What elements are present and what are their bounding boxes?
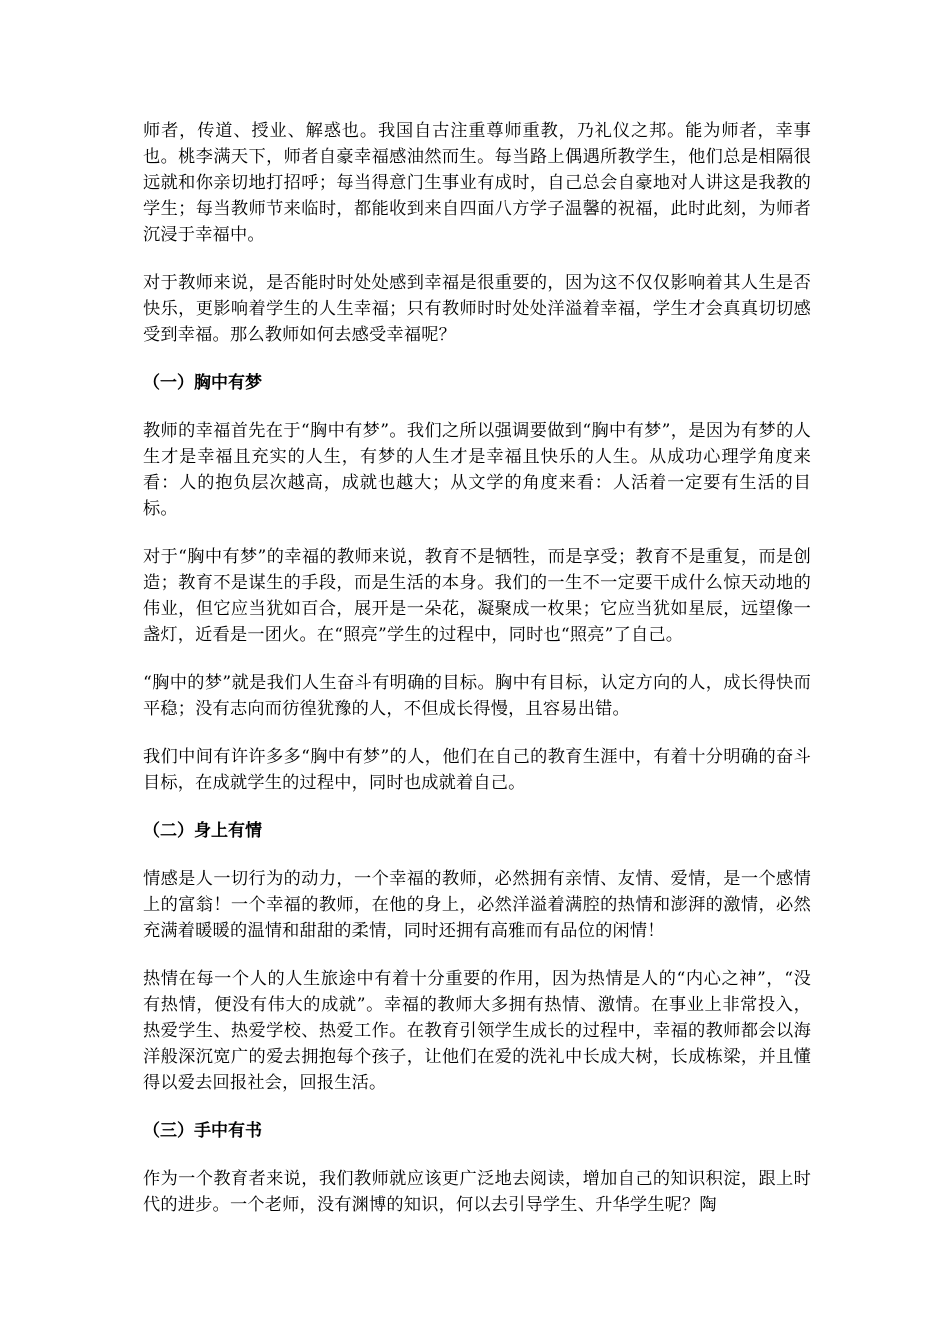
intro-paragraph-1: 师者，传道、授业、解惑也。我国自古注重尊师重教，乃礼仪之邦。能为师者，幸事也。桃李满天下，师者自豪幸福感油然而生。每当路上偶遇所教学生，他们总是相隔很远就和你亲切地打招呼；每当得意门生事业有成时，自己总会自豪地对人讲这是我教的学生；每当教师节来临时，都能收到来自四面八方学子温馨的祝福，此时此刻，为师者沉浸于幸福中。	[143, 121, 811, 245]
section-1-paragraph-4: 我们中间有许许多多“胸中有梦”的人，他们在自己的教育生涯中，有着十分明确的奋斗目标，在成就学生的过程中，同时也成就着自己。	[143, 747, 811, 793]
section-3-paragraph-1: 作为一个教育者来说，我们教师就应该更广泛地去阅读，增加自己的知识积淀，跟上时代的进步。一个老师，没有渊博的知识，何以去引导学生、升华学生呢？陶	[143, 1169, 811, 1215]
section-heading-1: （一）胸中有梦	[143, 373, 262, 393]
document-body	[143, 118, 811, 1240]
section-heading-3: （三）手中有书	[143, 1121, 262, 1141]
section-2-paragraph-1: 情感是人一切行为的动力，一个幸福的教师，必然拥有亲情、友情、爱情，是一个感情上的富翁！一个幸福的教师，在他的身上，必然洋溢着满腔的热情和澎湃的激情，必然充满着暖暖的温情和甜甜的柔情，同时还拥有高雅而有品位的闲情！	[143, 869, 811, 941]
section-1-paragraph-3: “胸中的梦”就是我们人生奋斗有明确的目标。胸中有目标，认定方向的人，成长得快而平稳；没有志向而彷徨犹豫的人，不但成长得慢，且容易出错。	[143, 673, 811, 719]
section-1-paragraph-1: 教师的幸福首先在于“胸中有梦”。我们之所以强调要做到“胸中有梦”，是因为有梦的人生才是幸福且充实的人生，有梦的人生才是幸福且快乐的人生。从成功心理学角度来看：人的抱负层次越高，成就也越大；从文学的角度来看：人活着一定要有生活的目标。	[143, 421, 811, 519]
section-2-paragraph-2: 热情在每一个人的人生旅途中有着十分重要的作用，因为热情是人的“内心之神”，“没有热情，便没有伟大的成就”。幸福的教师大多拥有热情、激情。在事业上非常投入，热爱学生、热爱学校、热爱工作。在教育引领学生成长的过程中，幸福的教师都会以海洋般深沉宽广的爱去拥抱每个孩子，让他们在爱的洗礼中长成大树，长成栋梁，并且懂得以爱去回报社会，回报生活。	[143, 969, 811, 1093]
intro-paragraph-2: 对于教师来说，是否能时时处处感到幸福是很重要的，因为这不仅仅影响着其人生是否快乐，更影响着学生的人生幸福；只有教师时时处处洋溢着幸福，学生才会真真切切感受到幸福。那么教师如何去感受幸福呢？	[143, 273, 811, 345]
section-1-paragraph-2: 对于“胸中有梦”的幸福的教师来说，教育不是牺牲，而是享受；教育不是重复，而是创造；教育不是谋生的手段，而是生活的本身。我们的一生不一定要干成什么惊天动地的伟业，但它应当犹如百合，展开是一朵花，凝聚成一枚果；它应当犹如星辰，远望像一盏灯，近看是一团火。在“照亮”学生的过程中，同时也“照亮”了自己。	[143, 547, 811, 645]
section-heading-2: （二）身上有情	[143, 821, 262, 841]
